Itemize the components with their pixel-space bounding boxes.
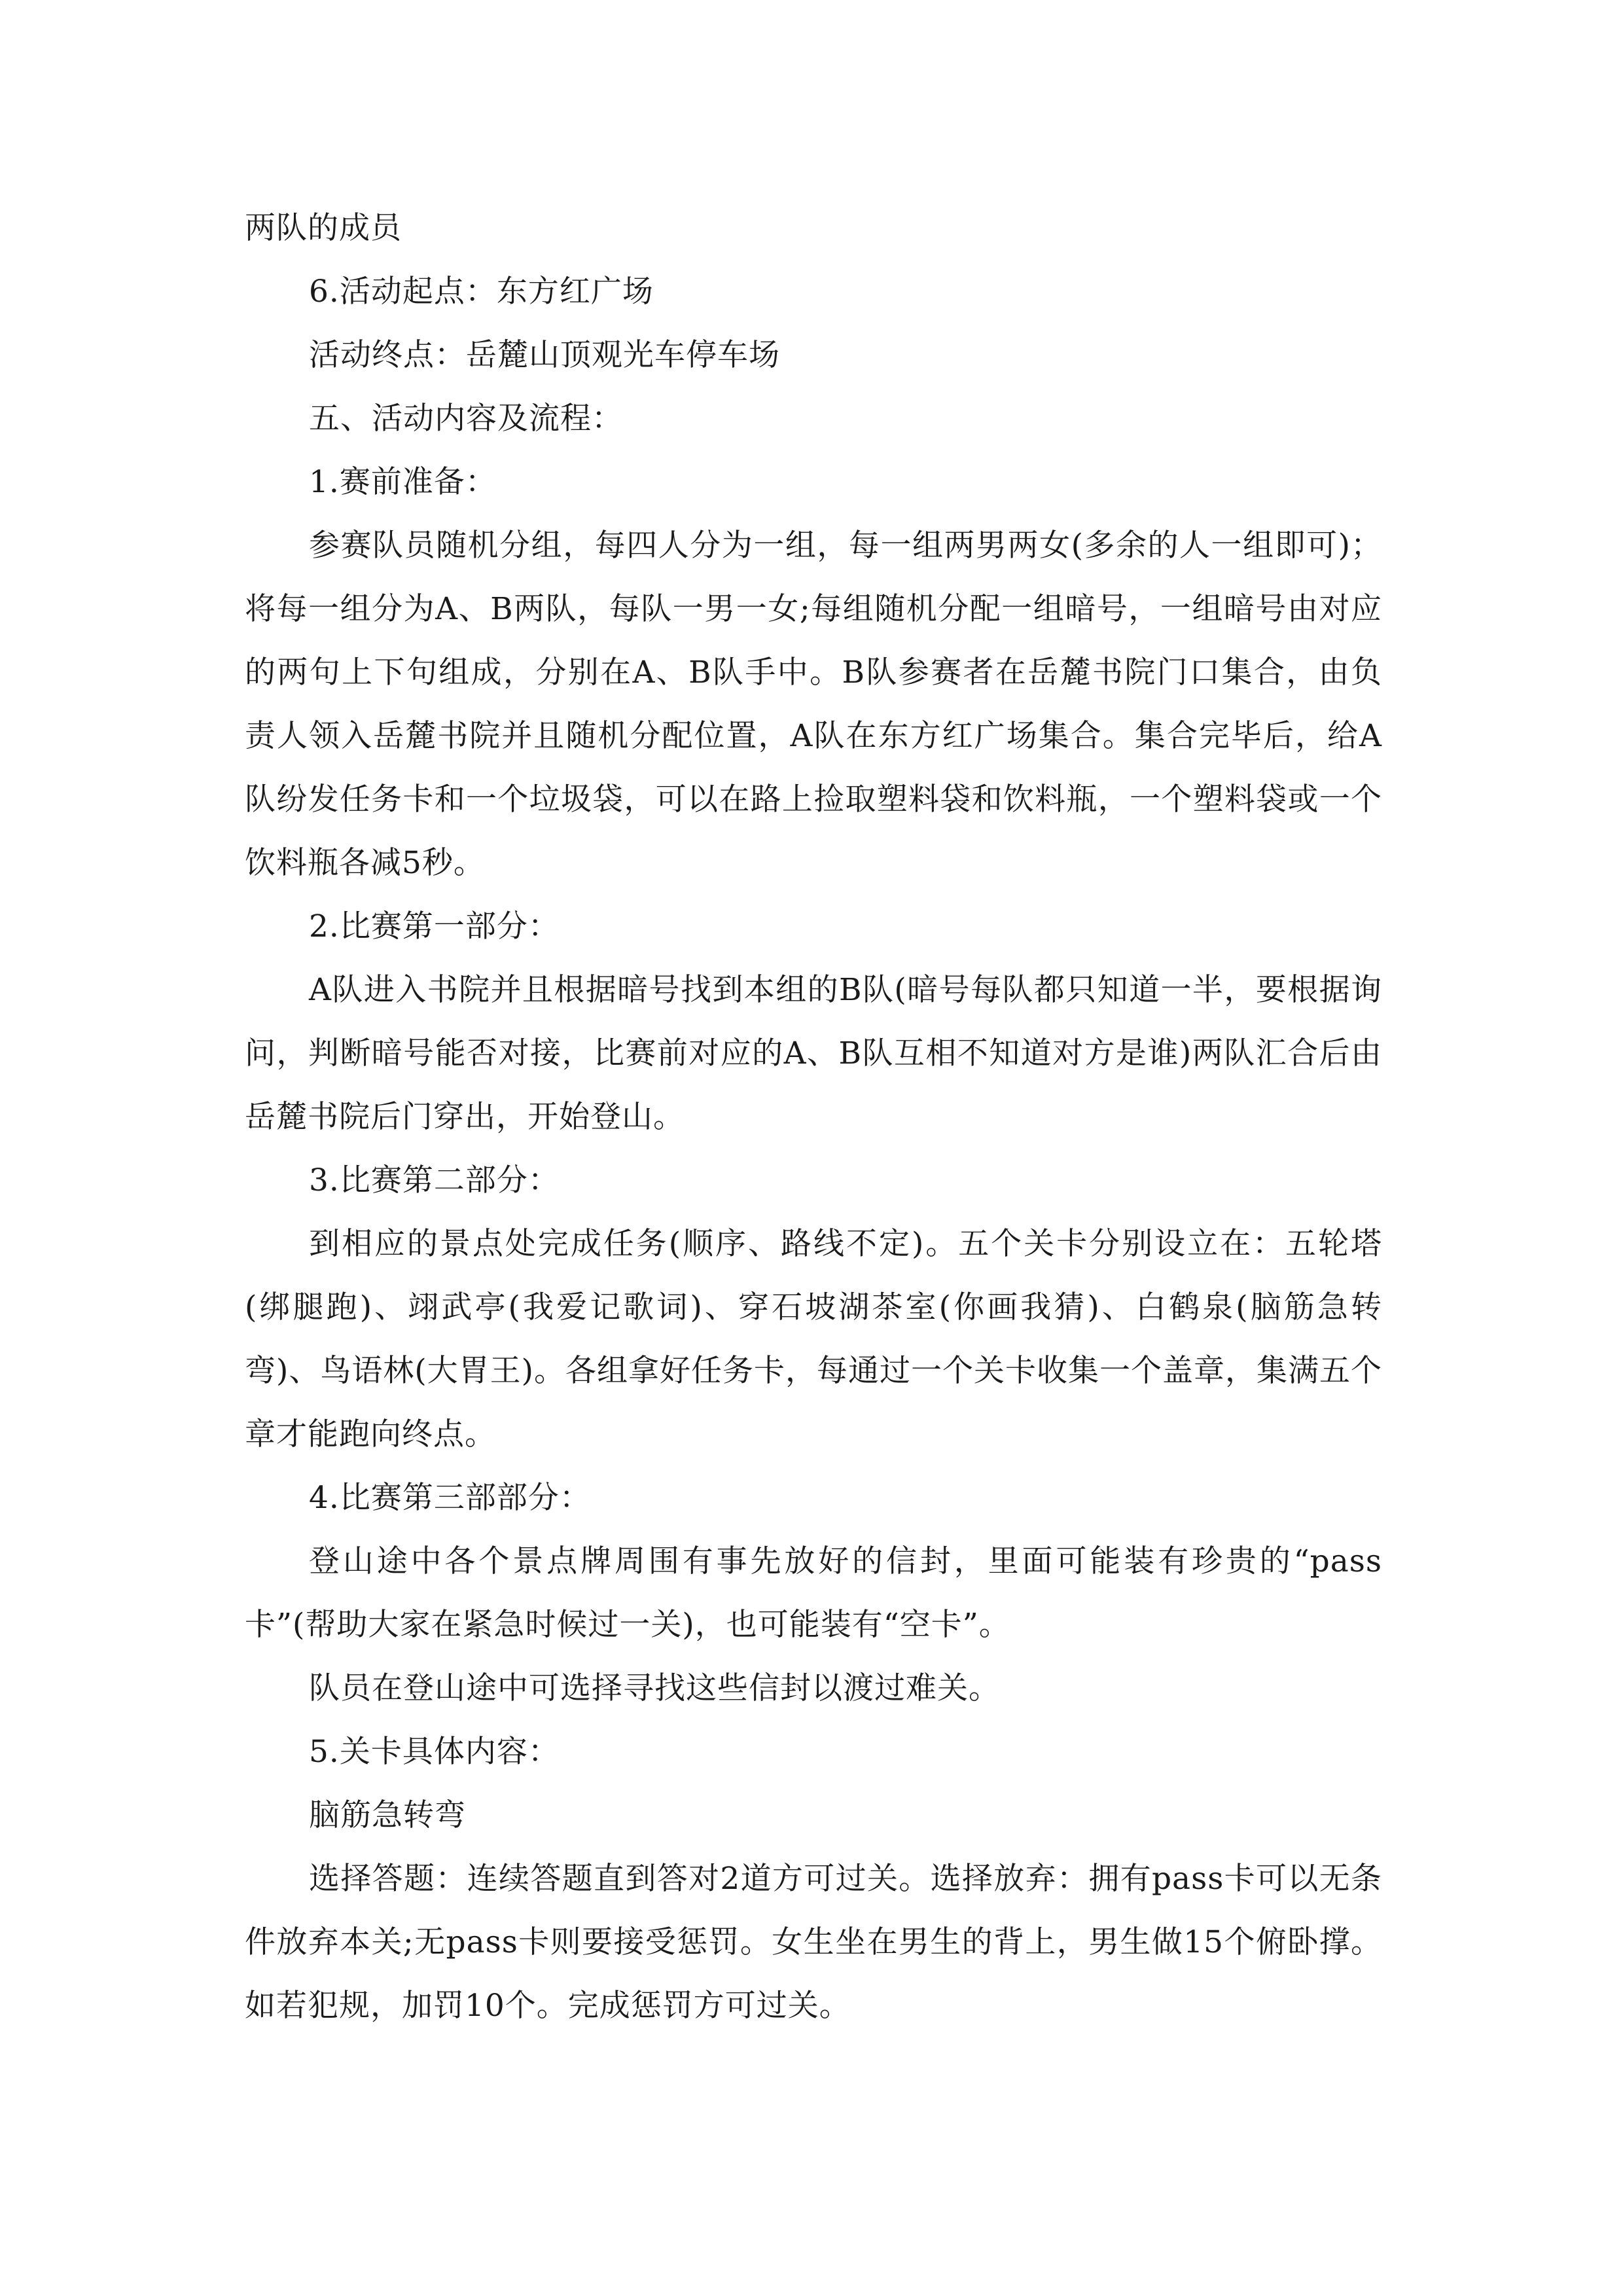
subheading-preparation: 1.赛前准备： xyxy=(309,464,497,500)
subheading-part-three: 4.比赛第三部部分： xyxy=(309,1480,591,1516)
subheading-part-two: 3.比赛第二部分： xyxy=(309,1162,560,1198)
subheading-part-one: 2.比赛第一部分： xyxy=(309,908,560,944)
paragraph-part-three: 登山途中各个景点牌周围有事先放好的信封，里面可能装有珍贵的“pass卡”(帮助大家在紧急时候过一关)，也可能装有“空卡”。 xyxy=(245,1543,1382,1643)
paragraph-end-point: 活动终点：岳麓山顶观光车停车场 xyxy=(309,337,780,373)
paragraph-start-point: 6.活动起点：东方红广场 xyxy=(309,274,654,310)
paragraph-part-two: 到相应的景点处完成任务(顺序、路线不定)。五个关卡分别设立在：五轮塔(绑腿跑)、翊武亭(我爱记歌词)、穿石坡湖茶室(你画我猜)、白鹤泉(脑筋急转弯)、鸟语林(大胃王)。各组拿好任务卡，每通过一个关卡收集一个盖章，集满五个章才能跑向终点。 xyxy=(245,1226,1383,1452)
paragraph-part-one: A队进入书院并且根据暗号找到本组的B队(暗号每队都只知道一半，要根据询问，判断暗号能否对接，比赛前对应的A、B队互相不知道对方是谁)两队汇合后由岳麓书院后门穿出，开始登山。 xyxy=(245,972,1382,1135)
paragraph-preparation: 参赛队员随机分组，每四人分为一组，每一组两男两女(多余的人一组即可)；将每一组分为A、B两队，每队一男一女;每组随机分配一组暗号，一组暗号由对应的两句上下句组成，分别在A、B队手中。B队参赛者在岳麓书院门口集合，由负责人领入岳麓书院并且随机分配位置，A队在东方红广场集合。集合完毕后，给A队纷发任务卡和一个垃圾袋，可以在路上捡取塑料袋和饮料瓶，一个塑料袋或一个饮料瓶各减5秒。 xyxy=(245,528,1382,881)
paragraph-continuation: 两队的成员 xyxy=(245,210,402,246)
section-heading-content-flow: 五、活动内容及流程： xyxy=(309,401,623,437)
paragraph-envelopes: 队员在登山途中可选择寻找这些信封以渡过难关。 xyxy=(309,1670,1000,1706)
paragraph-brain-teaser-rules: 选择答题：连续答题直到答对2道方可过关。选择放弃：拥有pass卡可以无条件放弃本关;无pass卡则要接受惩罚。女生坐在男生的背上，男生做15个俯卧撑。如若犯规，加罚10个。完成惩罚方可过关。 xyxy=(245,1861,1382,2024)
subheading-brain-teaser: 脑筋急转弯 xyxy=(309,1797,466,1833)
document-body xyxy=(245,196,1382,2037)
subheading-checkpoint-details: 5.关卡具体内容： xyxy=(309,1734,560,1770)
